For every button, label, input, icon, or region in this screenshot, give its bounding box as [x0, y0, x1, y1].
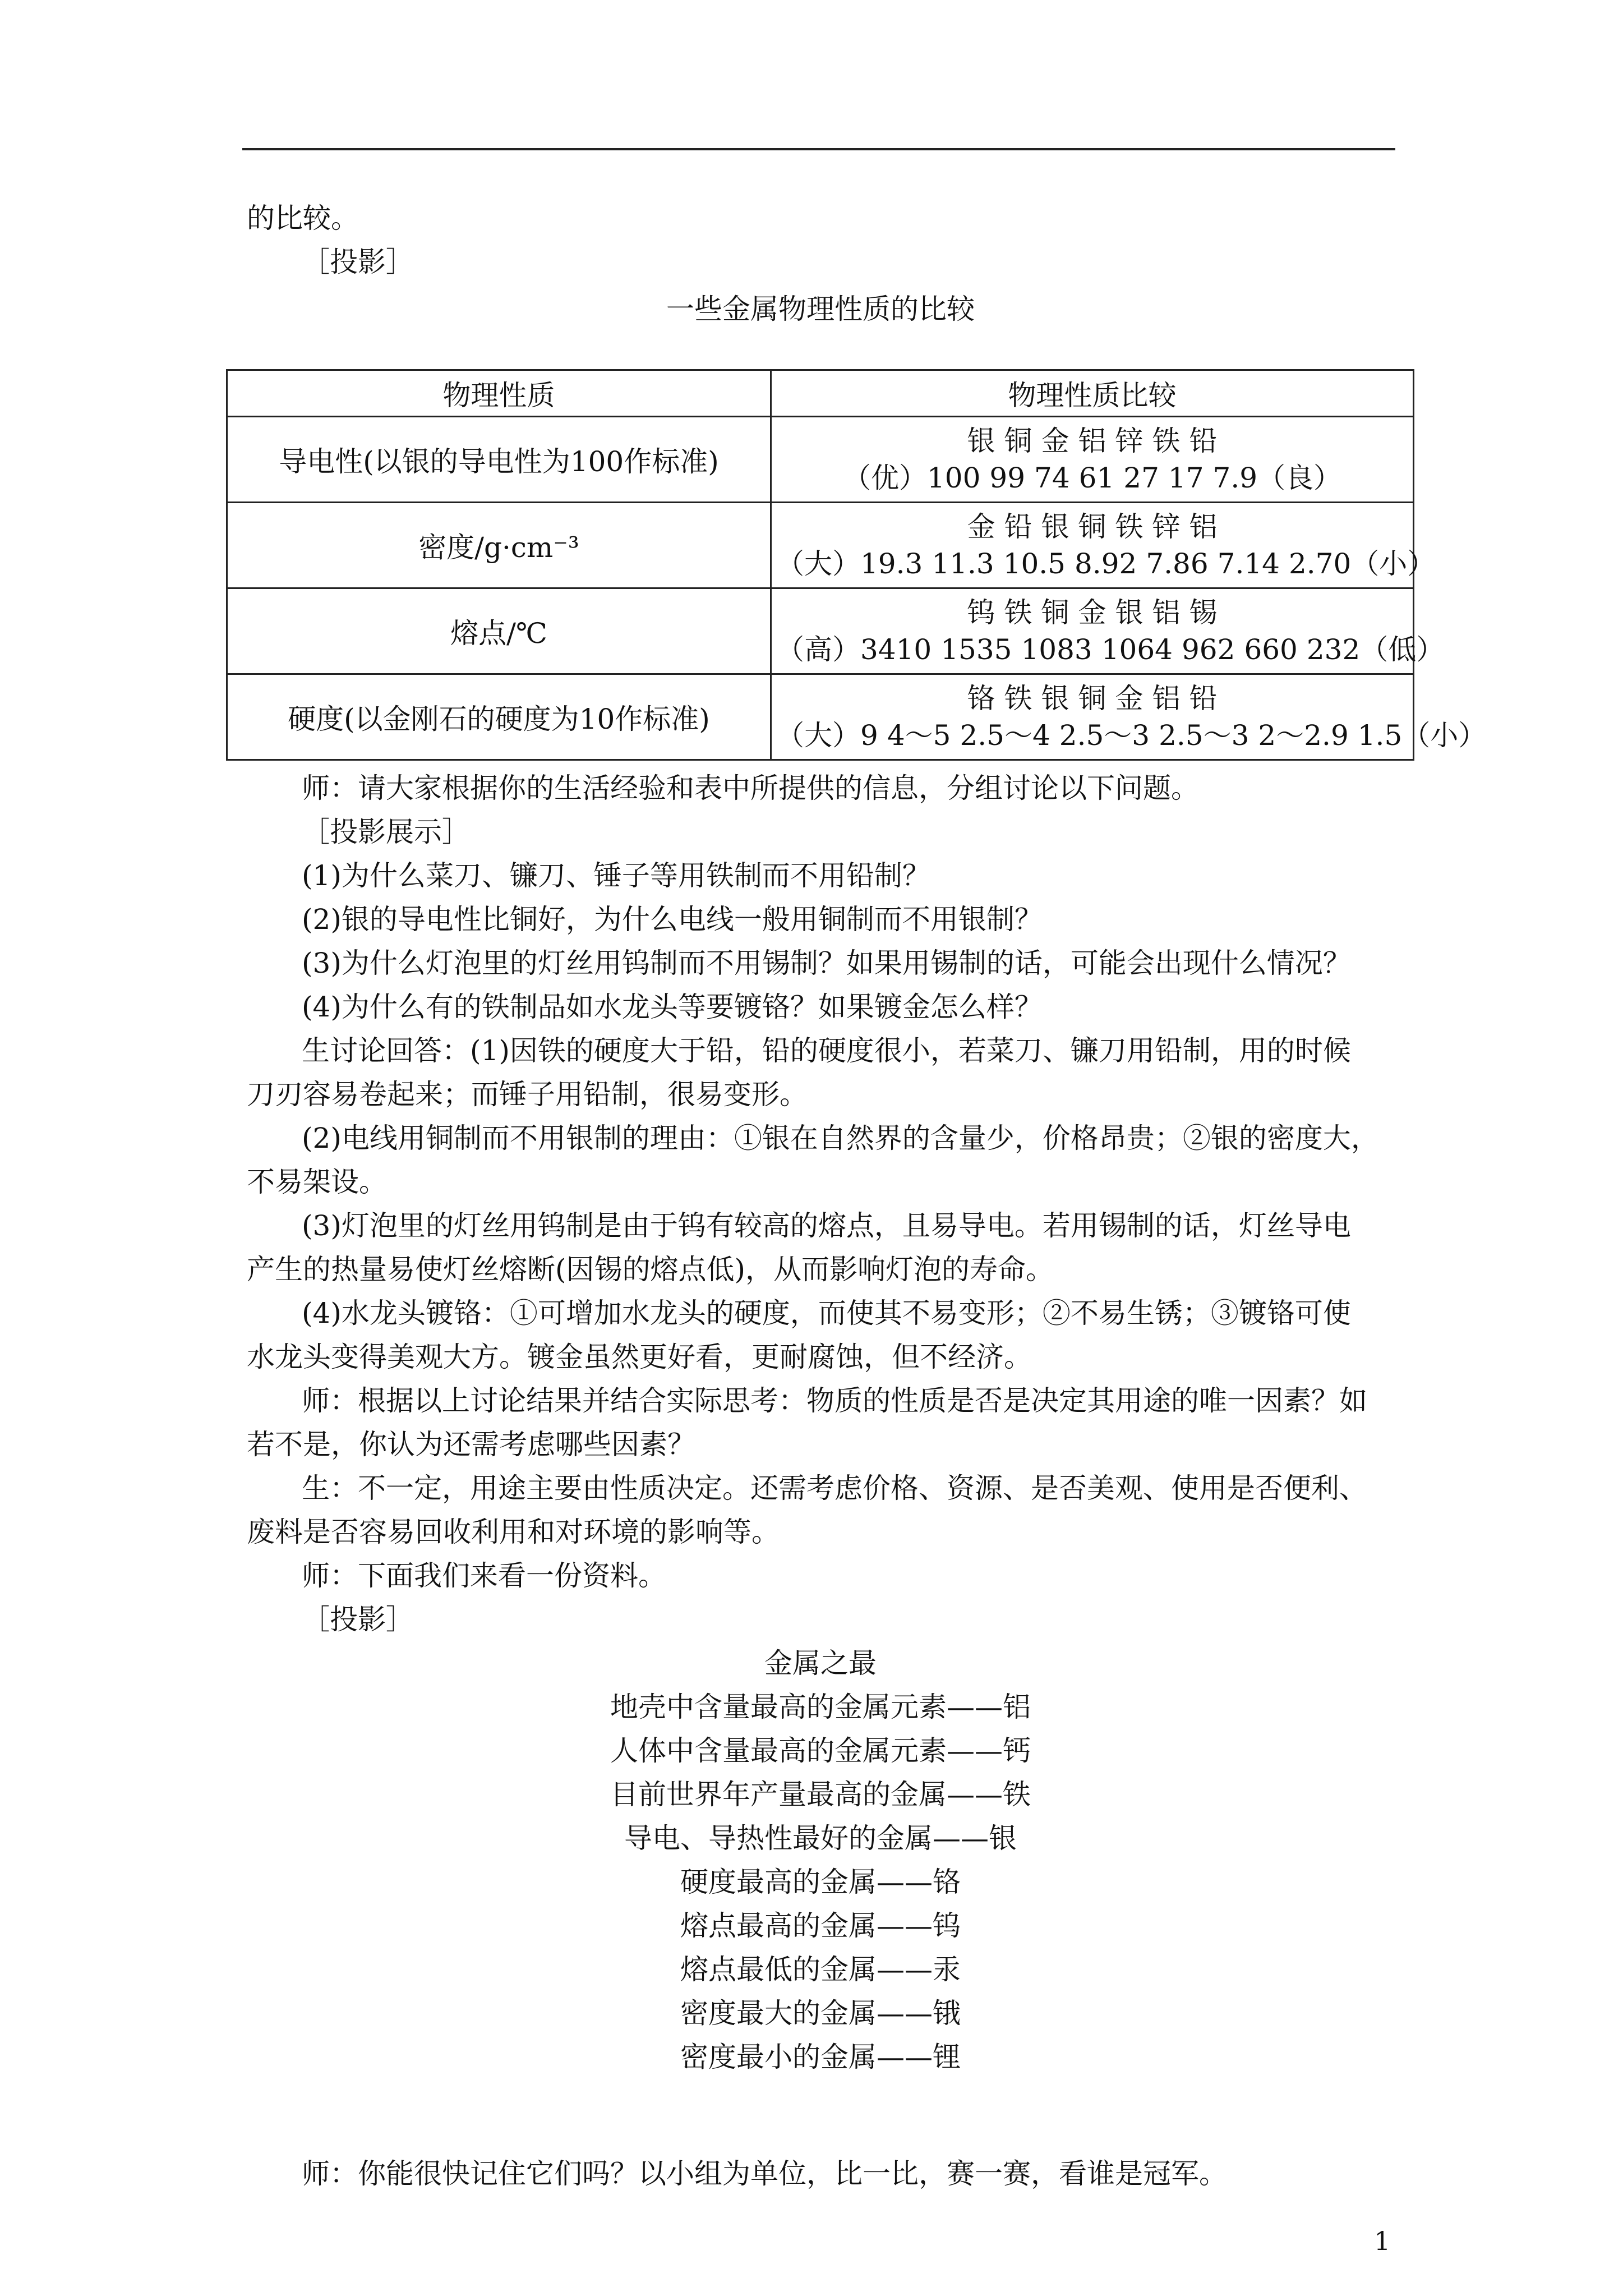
metal-name: 锌: [1152, 510, 1181, 543]
record-item: 目前世界年产量最高的金属——铁: [610, 1778, 1031, 1811]
paragraph-line: 刀刃容易卷起来；而锤子用铅制，很易变形。: [247, 1078, 808, 1111]
paragraph-line: ［投影展示］: [302, 816, 470, 848]
metal-value: 1064: [1101, 633, 1173, 666]
closing-paragraph: 师：你能很快记住它们吗？以小组为单位，比一比，赛一赛，看谁是冠军。: [302, 2157, 1227, 2190]
metal-name: 金: [1078, 596, 1106, 629]
metal-name: 金: [1041, 425, 1069, 457]
metal-value: （大）19.3: [776, 547, 923, 580]
metal-value: （优）100: [842, 462, 981, 494]
property-name: 熔点/℃: [227, 588, 771, 674]
paragraph-line: 生讨论回答：(1)因铁的硬度大于铅，铅的硬度很小，若菜刀、镰刀用铅制，用的时候: [302, 1034, 1351, 1067]
table-header-row: [227, 370, 1414, 417]
metal-name: 铁: [1152, 425, 1181, 457]
metal-values: [772, 545, 1436, 582]
metal-name: 银: [967, 425, 995, 457]
metal-value: （大）9: [776, 719, 878, 752]
metal-names: [772, 594, 1413, 631]
paragraph-line: 师：根据以上讨论结果并结合实际思考：物质的性质是否是决定其用途的唯一因素？如: [302, 1384, 1367, 1417]
property-comparison: [771, 674, 1487, 760]
metal-value: 2～2.9: [1258, 719, 1349, 752]
metal-value: 7.9（良）: [1212, 462, 1342, 494]
metal-name: 铝: [1078, 425, 1106, 457]
metal-value: 660: [1244, 633, 1298, 666]
paragraph-line: 师：请大家根据你的生活经验和表中所提供的信息，分组讨论以下问题。: [302, 772, 1199, 804]
paragraph-line: 师：下面我们来看一份资料。: [302, 1559, 666, 1592]
metal-value: 10.5: [1003, 547, 1066, 580]
property-name: 硬度(以金刚石的硬度为10作标准): [227, 674, 771, 760]
metal-value: 4～5: [887, 719, 951, 752]
paragraph-line: 若不是，你认为还需考虑哪些因素？: [247, 1428, 695, 1461]
table-row: [227, 588, 1414, 674]
metal-value: 99: [989, 462, 1026, 494]
record-item: 人体中含量最高的金属元素——钙: [610, 1734, 1031, 1767]
header-property: 物理性质: [227, 370, 771, 417]
metal-value: 7.14: [1217, 547, 1280, 580]
metal-name: 铅: [1004, 510, 1032, 543]
metal-value: 8.92: [1074, 547, 1137, 580]
metal-name: 铝: [1152, 596, 1181, 629]
metal-name: 铝: [1152, 682, 1181, 715]
record-item: 地壳中含量最高的金属元素——铝: [610, 1691, 1031, 1723]
metal-name: 银: [1115, 596, 1144, 629]
metal-name: 铜: [1004, 425, 1032, 457]
metal-name: 铁: [1115, 510, 1144, 543]
metal-names: [772, 508, 1413, 545]
record-item: 密度最大的金属——锇: [680, 1997, 961, 2030]
record-item: 密度最小的金属——锂: [680, 2041, 961, 2073]
paragraph-line: (1)为什么菜刀、镰刀、锤子等用铁制而不用铅制？: [302, 859, 930, 892]
paragraph-line: ［投影］: [302, 1603, 414, 1636]
metal-values: [772, 717, 1487, 754]
metal-value: 2.5～3: [1059, 719, 1150, 752]
metal-name: 铅: [1189, 425, 1218, 457]
record-item: 导电、导热性最好的金属——银: [624, 1822, 1017, 1855]
metal-name: 钨: [967, 596, 995, 629]
metal-name: 铜: [1078, 510, 1106, 543]
paragraph-line: (4)为什么有的铁制品如水龙头等要镀铬？如果镀金怎么样？: [302, 991, 1043, 1023]
records-title: 金属之最: [764, 1647, 877, 1680]
record-item: 熔点最低的金属——汞: [680, 1953, 961, 1986]
metal-values: [772, 459, 1413, 496]
metal-properties-table: [226, 369, 1487, 761]
metal-value: 74: [1034, 462, 1070, 494]
metal-name: 铜: [1078, 682, 1106, 715]
metal-name: 铜: [1041, 596, 1069, 629]
metal-values: [772, 631, 1445, 668]
metal-name: 锌: [1115, 425, 1144, 457]
metal-value: 1.5（小）: [1357, 719, 1487, 752]
metal-value: 2.5～4: [960, 719, 1050, 752]
metal-name: 铝: [1189, 510, 1218, 543]
paragraph-line: (2)电线用铜制而不用银制的理由：①银在自然界的含量少，价格昂贵；②银的密度大，: [302, 1122, 1379, 1154]
paragraph-line: 水龙头变得美观大方。镀金虽然更好看，更耐腐蚀，但不经济。: [247, 1341, 1032, 1373]
paragraph-line: 不易架设。: [247, 1166, 387, 1198]
metal-value: 232（低）: [1306, 633, 1445, 666]
table-row: [227, 417, 1414, 503]
metal-name: 铅: [1189, 682, 1218, 715]
paragraph-line: 产生的热量易使灯丝熔断(因锡的熔点低)，从而影响灯泡的寿命。: [247, 1253, 1054, 1286]
page-number: 1: [1374, 2226, 1391, 2256]
metal-value: 1083: [1021, 633, 1092, 666]
metal-name: 银: [1041, 682, 1069, 715]
metal-name: 金: [1115, 682, 1144, 715]
metal-value: 962: [1182, 633, 1235, 666]
property-name: 导电性(以银的导电性为100作标准): [227, 417, 771, 503]
property-comparison: [771, 417, 1414, 503]
paragraph-line: 生：不一定，用途主要由性质决定。还需考虑价格、资源、是否美观、使用是否便利、: [302, 1472, 1367, 1504]
paragraph-line: (3)灯泡里的灯丝用钨制是由于钨有较高的熔点，且易导电。若用锡制的话，灯丝导电: [302, 1209, 1351, 1242]
metal-name: 锡: [1189, 596, 1218, 629]
metal-names: [772, 422, 1413, 459]
metal-value: 17: [1168, 462, 1204, 494]
metal-name: 银: [1041, 510, 1069, 543]
metal-name: 铁: [1004, 682, 1032, 715]
metal-value: 1535: [940, 633, 1012, 666]
header-rule: [242, 148, 1395, 150]
metal-value: 7.86: [1146, 547, 1209, 580]
projection-label: ［投影］: [302, 246, 414, 278]
metal-name: 铁: [1004, 596, 1032, 629]
header-comparison: 物理性质比较: [771, 370, 1414, 417]
metal-value: 11.3: [932, 547, 994, 580]
paragraph-line: (4)水龙头镀铬：①可增加水龙头的硬度，而使其不易变形；②不易生锈；③镀铬可使: [302, 1297, 1351, 1329]
paragraph-line: 废料是否容易回收利用和对环境的影响等。: [247, 1516, 780, 1548]
metal-value: （高）3410: [776, 633, 932, 666]
record-item: 硬度最高的金属——铬: [680, 1866, 961, 1898]
paragraph-line: (2)银的导电性比铜好，为什么电线一般用铜制而不用银制？: [302, 903, 1043, 936]
property-name: 密度/g·cm⁻³: [227, 503, 771, 588]
record-item: 熔点最高的金属——钨: [680, 1910, 961, 1942]
table-row: [227, 503, 1414, 588]
metal-value: 27: [1123, 462, 1159, 494]
metal-value: 61: [1078, 462, 1115, 494]
metal-value: 2.5～3: [1159, 719, 1249, 752]
table-row: [227, 674, 1414, 760]
metal-name: 铬: [967, 682, 995, 715]
property-comparison: [771, 503, 1436, 588]
metal-name: 金: [967, 510, 995, 543]
property-comparison: [771, 588, 1445, 674]
intro-tail: 的比较。: [247, 202, 359, 234]
table-title: 一些金属物理性质的比较: [666, 293, 975, 325]
metal-names: [772, 680, 1413, 717]
paragraph-line: (3)为什么灯泡里的灯丝用钨制而不用锡制？如果用锡制的话，可能会出现什么情况？: [302, 947, 1351, 979]
metal-value: 2.70（小）: [1288, 547, 1436, 580]
